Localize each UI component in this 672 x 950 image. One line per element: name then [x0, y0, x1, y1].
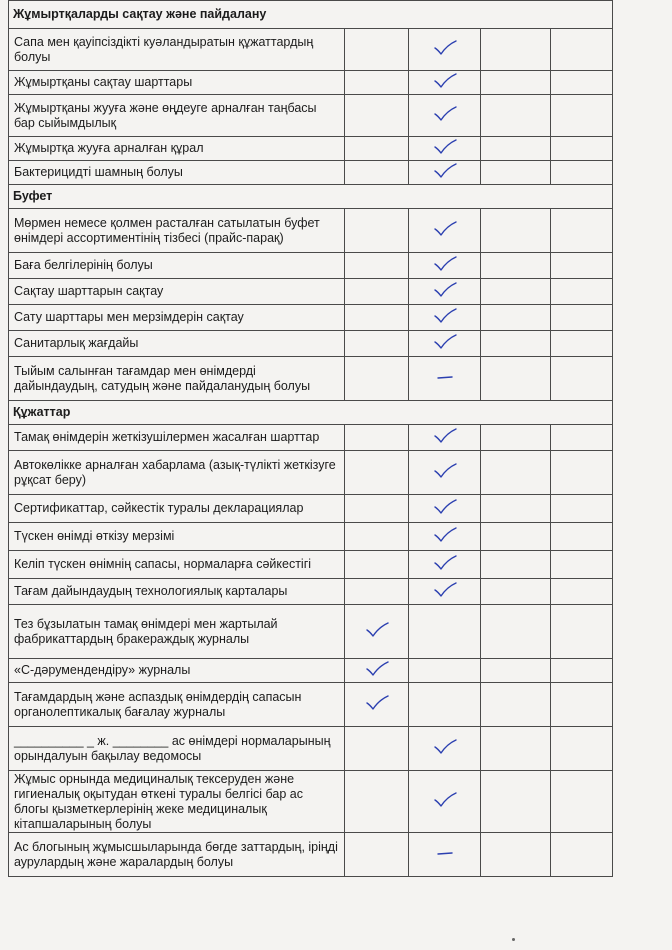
check-icon: [432, 39, 458, 57]
check-icon: [432, 554, 458, 572]
mark-cell-2[interactable]: [409, 279, 481, 305]
check-icon: [432, 462, 458, 480]
mark-cell-1[interactable]: [345, 551, 409, 579]
requirement-text: Жұмыртқаны жууға және өңдеуге арналған таңбасы бар сыйымдылық: [9, 95, 345, 137]
mark-cell-2[interactable]: [409, 833, 481, 877]
requirement-text: Сертификаттар, сәйкестік туралы декларациялар: [9, 495, 345, 523]
paper-speck: [512, 938, 515, 941]
mark-cell-2[interactable]: [409, 71, 481, 95]
mark-cell-3[interactable]: [481, 771, 551, 833]
checklist-row: [9, 833, 613, 877]
mark-cell-4[interactable]: [551, 771, 613, 833]
mark-cell-4[interactable]: [551, 727, 613, 771]
requirement-text: Автокөлікке арналған хабарлама (азық-түлікті жеткізуге рұқсат беру): [9, 451, 345, 495]
checklist-row: [9, 683, 613, 727]
check-icon: [364, 621, 390, 639]
mark-cell-4[interactable]: [551, 71, 613, 95]
checklist-row: [9, 137, 613, 161]
checklist-row: [9, 605, 613, 659]
mark-cell-4[interactable]: [551, 425, 613, 451]
section-header-row: [9, 185, 613, 209]
requirement-text: Жұмыртқаны сақтау шарттары: [9, 71, 345, 95]
requirement-text: Жұмыртқа жууға арналған құрал: [9, 137, 345, 161]
mark-cell-3[interactable]: [481, 683, 551, 727]
check-icon: [432, 307, 458, 325]
section-header-row: [9, 1, 613, 29]
checklist-row: [9, 71, 613, 95]
mark-cell-1[interactable]: [345, 523, 409, 551]
mark-cell-3[interactable]: [481, 579, 551, 605]
mark-cell-3[interactable]: [481, 605, 551, 659]
mark-cell-1[interactable]: [345, 451, 409, 495]
mark-cell-4[interactable]: [551, 279, 613, 305]
mark-cell-4[interactable]: [551, 357, 613, 401]
mark-cell-4[interactable]: [551, 161, 613, 185]
check-icon: [432, 791, 458, 809]
section-title: Буфет: [9, 185, 613, 209]
mark-cell-2[interactable]: [409, 683, 481, 727]
mark-cell-1[interactable]: [345, 161, 409, 185]
mark-cell-1[interactable]: [345, 95, 409, 137]
checklist-row: [9, 305, 613, 331]
mark-cell-3[interactable]: [481, 209, 551, 253]
check-icon: [432, 427, 458, 445]
dash-icon: [432, 844, 458, 862]
mark-cell-1[interactable]: [345, 425, 409, 451]
mark-cell-3[interactable]: [481, 495, 551, 523]
requirement-text: «С-дәрумендендіру» журналы: [9, 659, 345, 683]
mark-cell-3[interactable]: [481, 137, 551, 161]
mark-cell-4[interactable]: [551, 451, 613, 495]
mark-cell-4[interactable]: [551, 29, 613, 71]
section-header-row: [9, 401, 613, 425]
checklist-row: [9, 523, 613, 551]
mark-cell-1[interactable]: [345, 833, 409, 877]
requirement-text: Жұмыс орнында медициналық тексеруден және гигиеналық оқытудан өткені туралы белгісі бар ас блогы қызметкерлерінің жеке медициналық кітапшаларының болуы: [9, 771, 345, 833]
requirement-text: Баға белгілерінің болуы: [9, 253, 345, 279]
mark-cell-4[interactable]: [551, 305, 613, 331]
check-icon: [432, 281, 458, 299]
checklist-row: [9, 253, 613, 279]
mark-cell-2[interactable]: [409, 579, 481, 605]
requirement-text: Ас блогының жұмысшыларында бөгде заттардың, іріңді аурулардың және жаралардың болуы: [9, 833, 345, 877]
requirement-text: Сапа мен қауіпсіздікті куәландыратын құжаттардың болуы: [9, 29, 345, 71]
requirement-text: Түскен өнімді өткізу мерзімі: [9, 523, 345, 551]
check-icon: [432, 526, 458, 544]
mark-cell-1[interactable]: [345, 279, 409, 305]
mark-cell-4[interactable]: [551, 551, 613, 579]
mark-cell-2[interactable]: [409, 659, 481, 683]
mark-cell-3[interactable]: [481, 425, 551, 451]
check-icon: [432, 498, 458, 516]
mark-cell-2[interactable]: [409, 253, 481, 279]
mark-cell-1[interactable]: [345, 331, 409, 357]
mark-cell-4[interactable]: [551, 137, 613, 161]
requirement-text: Тыйым салынған тағамдар мен өнімдерді дайындаудың, сатудың және пайдаланудың болуы: [9, 357, 345, 401]
mark-cell-2[interactable]: [409, 451, 481, 495]
check-icon: [432, 581, 458, 599]
mark-cell-1[interactable]: [345, 357, 409, 401]
mark-cell-1[interactable]: [345, 29, 409, 71]
check-icon: [432, 738, 458, 756]
mark-cell-4[interactable]: [551, 523, 613, 551]
mark-cell-3[interactable]: [481, 523, 551, 551]
checklist-row: [9, 29, 613, 71]
checklist-row: [9, 495, 613, 523]
mark-cell-4[interactable]: [551, 495, 613, 523]
mark-cell-3[interactable]: [481, 161, 551, 185]
mark-cell-4[interactable]: [551, 659, 613, 683]
mark-cell-2[interactable]: [409, 551, 481, 579]
requirement-text: Тамақ өнімдерін жеткізушілермен жасалған шарттар: [9, 425, 345, 451]
mark-cell-3[interactable]: [481, 29, 551, 71]
mark-cell-2[interactable]: [409, 523, 481, 551]
dash-icon: [432, 368, 458, 386]
requirement-text: Санитарлық жағдайы: [9, 331, 345, 357]
check-icon: [364, 660, 390, 678]
checklist-row: [9, 425, 613, 451]
mark-cell-2[interactable]: [409, 137, 481, 161]
mark-cell-4[interactable]: [551, 579, 613, 605]
check-icon: [432, 162, 458, 180]
requirement-text: Мөрмен немесе қолмен расталған сатылатын буфет өнімдері ассортиментінің тізбесі (прайс-парақ): [9, 209, 345, 253]
checklist-row: [9, 771, 613, 833]
requirement-text: Сақтау шарттарын сақтау: [9, 279, 345, 305]
mark-cell-2[interactable]: [409, 29, 481, 71]
mark-cell-4[interactable]: [551, 683, 613, 727]
mark-cell-1[interactable]: [345, 579, 409, 605]
mark-cell-4[interactable]: [551, 253, 613, 279]
requirement-text: Тағамдардың және аспаздық өнімдердің сапасын органолептикалық бағалау журналы: [9, 683, 345, 727]
mark-cell-4[interactable]: [551, 209, 613, 253]
section-title: Жұмыртқаларды сақтау және пайдалану: [9, 1, 613, 29]
checklist-row: [9, 579, 613, 605]
mark-cell-2[interactable]: [409, 305, 481, 331]
mark-cell-2[interactable]: [409, 605, 481, 659]
mark-cell-1[interactable]: [345, 253, 409, 279]
mark-cell-4[interactable]: [551, 833, 613, 877]
mark-cell-4[interactable]: [551, 95, 613, 137]
checklist-row: [9, 95, 613, 137]
mark-cell-1[interactable]: [345, 305, 409, 331]
mark-cell-2[interactable]: [409, 357, 481, 401]
checklist-row: [9, 209, 613, 253]
checklist-row: [9, 161, 613, 185]
mark-cell-2[interactable]: [409, 161, 481, 185]
mark-cell-1[interactable]: [345, 495, 409, 523]
checklist-row: [9, 279, 613, 305]
mark-cell-3[interactable]: [481, 833, 551, 877]
mark-cell-2[interactable]: [409, 209, 481, 253]
check-icon: [432, 255, 458, 273]
mark-cell-1[interactable]: [345, 727, 409, 771]
check-icon: [432, 138, 458, 156]
check-icon: [432, 220, 458, 238]
mark-cell-3[interactable]: [481, 253, 551, 279]
mark-cell-4[interactable]: [551, 605, 613, 659]
mark-cell-1[interactable]: [345, 209, 409, 253]
mark-cell-3[interactable]: [481, 305, 551, 331]
requirement-text: Тез бұзылатын тамақ өнімдері мен жартылай фабрикаттардың бракераждық журналы: [9, 605, 345, 659]
mark-cell-1[interactable]: [345, 137, 409, 161]
requirement-text: Бактерицидті шамның болуы: [9, 161, 345, 185]
checklist-row: [9, 551, 613, 579]
requirement-text: Сату шарттары мен мерзімдерін сақтау: [9, 305, 345, 331]
check-icon: [432, 72, 458, 90]
checklist-row: [9, 331, 613, 357]
inspection-checklist-table: [8, 0, 613, 877]
requirement-text: __________ _ ж. ________ ас өнімдері нормаларының орындалуын бақылау ведомосы: [9, 727, 345, 771]
requirement-text: Тағам дайындаудың технологиялық карталары: [9, 579, 345, 605]
inspection-checklist-page: [8, 0, 612, 877]
mark-cell-1[interactable]: [345, 71, 409, 95]
mark-cell-2[interactable]: [409, 331, 481, 357]
mark-cell-3[interactable]: [481, 357, 551, 401]
section-title: Құжаттар: [9, 401, 613, 425]
checklist-row: [9, 659, 613, 683]
mark-cell-3[interactable]: [481, 659, 551, 683]
requirement-text: Келіп түскен өнімнің сапасы, нормаларға сәйкестігі: [9, 551, 345, 579]
mark-cell-3[interactable]: [481, 331, 551, 357]
mark-cell-3[interactable]: [481, 71, 551, 95]
checklist-row: [9, 357, 613, 401]
mark-cell-4[interactable]: [551, 331, 613, 357]
mark-cell-3[interactable]: [481, 551, 551, 579]
mark-cell-2[interactable]: [409, 95, 481, 137]
check-icon: [432, 105, 458, 123]
mark-cell-1[interactable]: [345, 605, 409, 659]
mark-cell-3[interactable]: [481, 451, 551, 495]
mark-cell-3[interactable]: [481, 279, 551, 305]
mark-cell-2[interactable]: [409, 771, 481, 833]
mark-cell-3[interactable]: [481, 727, 551, 771]
mark-cell-1[interactable]: [345, 771, 409, 833]
mark-cell-2[interactable]: [409, 495, 481, 523]
mark-cell-2[interactable]: [409, 727, 481, 771]
mark-cell-2[interactable]: [409, 425, 481, 451]
checklist-row: [9, 727, 613, 771]
check-icon: [432, 333, 458, 351]
check-icon: [364, 694, 390, 712]
mark-cell-1[interactable]: [345, 683, 409, 727]
checklist-row: [9, 451, 613, 495]
mark-cell-1[interactable]: [345, 659, 409, 683]
mark-cell-3[interactable]: [481, 95, 551, 137]
